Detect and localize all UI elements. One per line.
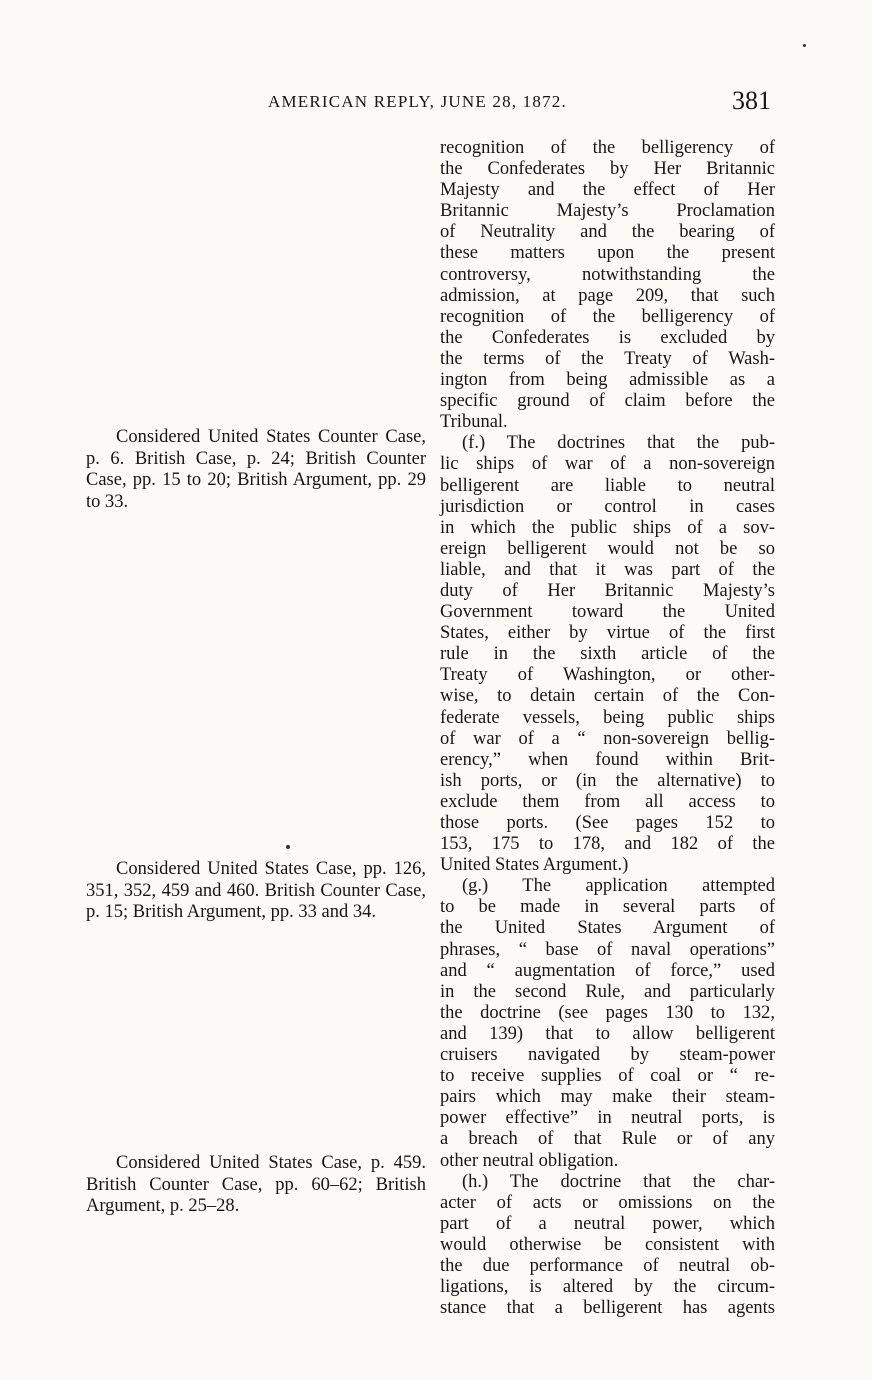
text-line: the due performance of neutral ob-	[440, 1255, 775, 1276]
running-head: AMERICAN REPLY, JUNE 28, 1872.	[268, 92, 567, 111]
text-line: power effective” in neutral ports, is	[440, 1108, 775, 1129]
side-note-3	[86, 1153, 426, 1218]
text-line: ington from being admissible as a	[440, 370, 775, 391]
text-line: belligerent are liable to neutral	[440, 475, 775, 496]
paragraph-f	[440, 433, 775, 876]
text-line: these matters upon the present	[440, 243, 775, 264]
paragraph-g	[440, 876, 775, 1171]
text-line: duty of Her Britannic Majesty’s	[440, 580, 775, 601]
text-line: the terms of the Treaty of Wash-	[440, 348, 775, 369]
text-line: phrases, “ base of naval operations”	[440, 939, 775, 960]
text-line: States, either by virtue of the first	[440, 623, 775, 644]
text-line: admission, at page 209, that such	[440, 285, 775, 306]
text-line: a breach of that Rule or of any	[440, 1129, 775, 1150]
text-line: the United States Argument of	[440, 918, 775, 939]
text-line: (f.) The doctrines that the pub-	[462, 433, 775, 454]
side-note-text: Considered United States Case, pp. 126, 351, 352, 459 and 460. British Counter Case, p. 15; British Argument, pp. 33 and 34.	[86, 859, 426, 922]
side-note-1	[86, 427, 426, 513]
text-line: in which the public ships of a sov-	[440, 517, 775, 538]
text-line: recognition of the belligerency of	[440, 138, 775, 158]
text-line: the Confederates by Her Britannic	[440, 159, 775, 180]
text-line: Treaty of Washington, or other-	[440, 665, 775, 686]
text-line: controversy, notwithstanding the	[440, 264, 775, 285]
text-line: liable, and that it was part of the	[440, 559, 775, 580]
page-header	[0, 86, 872, 124]
side-note-text: Considered United States Counter Case, p. 6. British Case, p. 24; British Counter Case, pp. 15 to 20; British Argument, pp. 29 to 33.	[86, 427, 426, 512]
text-line: (g.) The application attempted	[462, 876, 775, 897]
text-line: to be made in several parts of	[440, 897, 775, 918]
text-line: federate vessels, being public ships	[440, 707, 775, 728]
text-line: ereign belligerent would not be so	[440, 538, 775, 559]
text-line: United States Argument.)	[440, 855, 629, 876]
text-line: cruisers navigated by steam-power	[440, 1045, 775, 1066]
text-line: the doctrine (see pages 130 to 132,	[440, 1002, 775, 1023]
text-line: to receive supplies of coal or “ re-	[440, 1066, 775, 1087]
text-line: in the second Rule, and particularly	[440, 981, 775, 1002]
text-line: recognition of the belligerency of	[440, 306, 775, 327]
text-line: acter of acts or omissions on the	[440, 1192, 775, 1213]
text-line: other neutral obligation.	[440, 1150, 619, 1171]
text-line: exclude them from all access to	[440, 791, 775, 812]
text-line: stance that a belligerent has agents	[440, 1298, 775, 1319]
text-line: would otherwise be consistent with	[440, 1234, 775, 1255]
paragraph-e-continuation	[440, 138, 775, 433]
ink-speck	[803, 44, 806, 47]
text-line: (h.) The doctrine that the char-	[462, 1171, 775, 1192]
text-line: Tribunal.	[440, 412, 508, 433]
page-number: 381	[732, 86, 771, 115]
ink-speck	[286, 845, 290, 849]
text-line: of Neutrality and the bearing of	[440, 222, 775, 243]
text-line: those ports. (See pages 152 to	[440, 813, 775, 833]
main-text-column	[440, 138, 775, 1319]
text-line: specific ground of claim before the	[440, 391, 775, 412]
text-line: pairs which may make their steam-	[440, 1087, 775, 1108]
side-note-2	[86, 859, 426, 924]
text-line: of war of a “ non-sovereign bellig-	[440, 728, 775, 749]
text-line: 153, 175 to 178, and 182 of the	[440, 834, 775, 855]
text-line: Government toward the United	[440, 602, 775, 623]
paragraph-h	[440, 1172, 775, 1320]
text-line: and 139) that to allow belligerent	[440, 1023, 775, 1044]
text-line: wise, to detain certain of the Con-	[440, 686, 775, 707]
text-line: Majesty and the effect of Her	[440, 180, 775, 201]
text-line: ligations, is altered by the circum-	[440, 1277, 775, 1298]
text-line: and “ augmentation of force,” used	[440, 960, 775, 981]
text-line: erency,” when found within Brit-	[440, 749, 775, 770]
text-line: rule in the sixth article of the	[440, 644, 775, 665]
text-line: the Confederates is excluded by	[440, 327, 775, 348]
text-line: Britannic Majesty’s Proclamation	[440, 201, 775, 222]
text-line: lic ships of war of a non-sovereign	[440, 454, 775, 475]
text-line: jurisdiction or control in cases	[440, 496, 775, 517]
side-note-text: Considered United States Case, p. 459. British Counter Case, pp. 60–62; British Argument, p. 25–28.	[86, 1153, 426, 1216]
text-line: ish ports, or (in the alternative) to	[440, 770, 775, 791]
text-line: part of a neutral power, which	[440, 1213, 775, 1234]
